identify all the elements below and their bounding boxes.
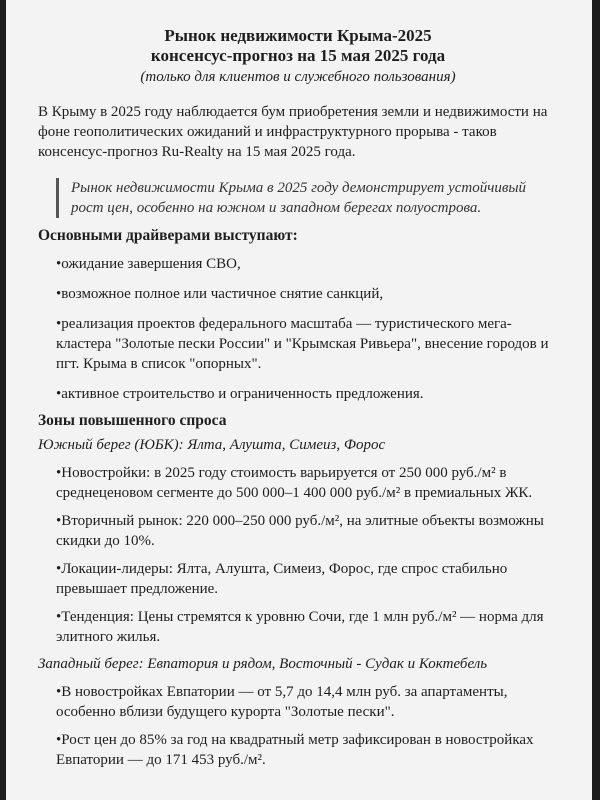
subtitle: (только для клиентов и служебного пользования) (140, 69, 456, 85)
list-item: •Тенденция: Цены стремятся к уровню Сочи, где 1 млн руб./м² — норма для элитного жилья. (56, 609, 544, 645)
list-item: •активное строительство и ограниченность предложения. (56, 386, 424, 402)
drivers-list (38, 254, 558, 404)
drivers-heading: Основными драйверами выступают: (38, 227, 298, 244)
document-content (38, 26, 558, 770)
pull-quote: Рынок недвижимости Крыма в 2025 году демонстрирует устойчивый рост цен, особенно на южном и западном берегах полуострова. (56, 178, 558, 218)
list-item: •Локации-лидеры: Ялта, Алушта, Симеиз, Форос, где спрос стабильно превышает предложение. (56, 561, 508, 597)
intro-paragraph: В Крыму в 2025 году наблюдается бум приобретения земли и недвижимости на фоне геополитических ожиданий и инфраструктурного прорыва - таков консенсус-прогноз Ru-Realty на 15 мая 2025 года. (38, 104, 548, 160)
title-line-1: Рынок недвижимости Крыма-2025 (164, 26, 432, 45)
title-line-2: консенсус-прогноз на 15 мая 2025 года (150, 46, 446, 65)
list-item: •Рост цен до 85% за год на квадратный метр зафиксирован в новостройках Евпатории — до 171 453 руб./м². (56, 732, 534, 768)
zones-heading: Зоны повышенного спроса (38, 412, 227, 429)
west-coast-title: Западный берег: Евпатория и рядом, Восточный - Судак и Коктебель (38, 656, 488, 672)
list-item: •В новостройках Евпатории — от 5,7 до 14,4 млн руб. за апартаменты, особенно вблизи будущего курорта "Золотые пески". (56, 684, 508, 720)
list-item: •ожидание завершения СВО, (56, 256, 241, 272)
list-item: •возможное полное или частичное снятие санкций, (56, 286, 384, 302)
south-coast-title: Южный берег (ЮБК): Ялта, Алушта, Симеиз, Форос (38, 437, 386, 453)
list-item: •Новостройки: в 2025 году стоимость варьируется от 250 000 руб./м² в среднеценовом сегменте до 500 000–1 400 000 руб./м² в премиальных ЖК. (56, 465, 533, 501)
list-item: •реализация проектов федерального масштаба — туристического мега-кластера "Золотые пески России" и "Крымская Ривьера", внесение городов и пгт. Крыма в список "опорных". (56, 316, 549, 372)
west-coast-list (38, 682, 558, 770)
list-item: •Вторичный рынок: 220 000–250 000 руб./м², на элитные объекты возможны скидки до 10%. (56, 513, 544, 549)
document-page (6, 0, 592, 800)
south-coast-list (38, 463, 558, 647)
